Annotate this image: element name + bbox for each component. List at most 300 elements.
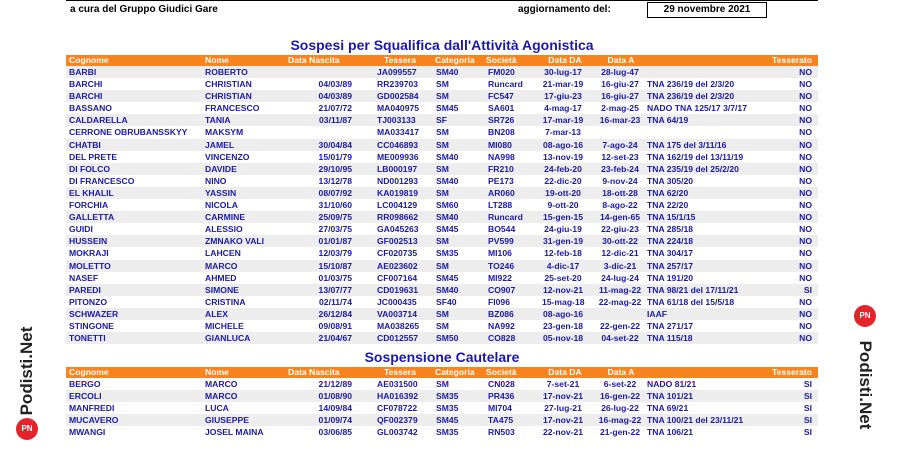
cell-tessera: GA045263 xyxy=(377,224,419,235)
table-row xyxy=(66,199,818,211)
cell-categoria: SM45 xyxy=(436,415,459,426)
cell-nome: GIUSEPPE xyxy=(205,415,249,426)
cell-nome: MICHELE xyxy=(205,320,244,331)
cell-data-da: 31-gen-19 xyxy=(542,236,584,247)
header-societa: Società xyxy=(486,55,517,65)
cell-societa: SR726 xyxy=(488,115,515,126)
cell-data-a: 16-giu-27 xyxy=(601,79,639,90)
cell-tessera: CF007164 xyxy=(377,272,418,283)
cell-note: TNA 257/17 xyxy=(647,260,694,271)
cell-tessera: AE023602 xyxy=(377,260,418,271)
cell-nome: VINCENZO xyxy=(205,151,250,162)
cell-nome: JAMEL xyxy=(205,139,235,150)
cell-data-da: 17-giu-23 xyxy=(544,91,582,102)
cell-nome: CRISTINA xyxy=(205,296,246,307)
cell-cognome: MOLETTO xyxy=(69,260,111,271)
cell-tesserato: NO xyxy=(799,308,812,319)
table-row xyxy=(66,175,818,187)
cell-tesserato: NO xyxy=(799,272,812,283)
cell-data-da: 15-mag-18 xyxy=(542,296,585,307)
cell-data-nascita: 12/03/79 xyxy=(318,248,352,259)
cell-nome: ALESSIO xyxy=(205,224,243,235)
cell-data-a: 16-gen-22 xyxy=(599,391,641,402)
cell-societa: FI096 xyxy=(488,296,510,307)
cell-categoria: SM40 xyxy=(436,67,459,77)
header-cognome: Cognome xyxy=(69,55,109,65)
cell-societa: BO544 xyxy=(488,224,516,235)
cell-tesserato: NO xyxy=(799,67,812,77)
cell-note: TNA 106/21 xyxy=(647,427,694,438)
cell-data-nascita: 21/07/72 xyxy=(318,103,352,114)
cell-data-nascita: 15/01/79 xyxy=(318,151,352,162)
header-data-a: Data A xyxy=(607,55,635,65)
cell-note: TNA 305/20 xyxy=(647,175,694,186)
cell-data-nascita: 13/07/77 xyxy=(318,284,352,295)
table-row xyxy=(66,402,818,414)
cell-cognome: HUSSEIN xyxy=(69,236,108,247)
table-row xyxy=(66,426,818,438)
cell-data-nascita: 03/11/87 xyxy=(319,115,352,126)
cell-note: TNA 62/20 xyxy=(647,187,689,198)
cell-tessera: RR098662 xyxy=(377,212,419,223)
cell-categoria: SM xyxy=(436,308,449,319)
cell-categoria: SM xyxy=(436,163,449,174)
cell-categoria: SM45 xyxy=(436,224,459,235)
cell-tessera: MA038265 xyxy=(377,320,420,331)
cell-tessera: CC046893 xyxy=(377,139,419,150)
cell-categoria: SM60 xyxy=(436,200,459,211)
cell-data-a: 24-lug-24 xyxy=(601,272,639,283)
cell-cognome: PITONZO xyxy=(69,296,108,307)
cell-tessera: GD002584 xyxy=(377,91,419,102)
cell-data-nascita: 08/07/92 xyxy=(318,187,352,198)
header-data-nascita: Data Nascita xyxy=(288,367,340,377)
section2-title: Sospensione Cautelare xyxy=(364,349,520,365)
table-row xyxy=(66,378,818,390)
cell-data-da: 30-lug-17 xyxy=(544,67,582,77)
cell-tesserato: NO xyxy=(799,79,812,90)
cell-nome: LUCA xyxy=(205,403,229,414)
cell-categoria: SM35 xyxy=(436,248,459,259)
cell-note: TNA 61/18 del 15/5/18 xyxy=(647,296,735,307)
cell-note: TNA 100/21 del 23/11/21 xyxy=(647,415,744,426)
cell-cognome: BARCHI xyxy=(69,79,103,90)
cell-tesserato: NO xyxy=(799,91,812,102)
header-tessera: Tessera xyxy=(384,55,416,65)
cell-note: TNA 236/19 del 2/3/20 xyxy=(647,91,735,102)
cell-nome: CARMINE xyxy=(205,212,246,223)
cell-tesserato: NO xyxy=(799,103,812,114)
cell-data-nascita: 04/03/89 xyxy=(318,91,352,102)
cell-tessera: VA003714 xyxy=(377,308,417,319)
cell-societa: NA998 xyxy=(488,151,515,162)
header-data-a: Data A xyxy=(607,367,635,377)
cell-categoria: SM40 xyxy=(436,151,459,162)
table-row xyxy=(66,332,818,344)
cell-societa: MI106 xyxy=(488,248,512,259)
table-row xyxy=(66,320,818,332)
cell-societa: NA992 xyxy=(488,320,515,331)
cell-categoria: SM xyxy=(436,127,449,138)
cell-nome: CHRISTIAN xyxy=(205,91,252,102)
cell-note: TNA 236/19 del 2/3/20 xyxy=(647,79,735,90)
cell-note: NADO 81/21 xyxy=(647,379,697,389)
table-row xyxy=(66,235,818,247)
cell-categoria: SF40 xyxy=(436,296,457,307)
header-nome: Nome xyxy=(205,367,229,377)
cell-cognome: MWANGI xyxy=(69,427,106,438)
cell-data-da: 17-nov-21 xyxy=(542,391,584,402)
cell-nome: GIANLUCA xyxy=(205,333,251,344)
cell-note: TNA 15/1/15 xyxy=(647,212,696,223)
cell-nome: DAVIDE xyxy=(205,163,237,174)
cell-data-da: 22-dic-20 xyxy=(544,175,582,186)
cell-societa: FR210 xyxy=(488,163,514,174)
cell-cognome: DI FOLCO xyxy=(69,163,111,174)
table-row xyxy=(66,78,818,90)
cell-cognome: ERCOLI xyxy=(69,391,102,402)
cell-cognome: TONETTI xyxy=(69,333,106,344)
cell-categoria: SM40 xyxy=(436,212,459,223)
cell-societa: TA475 xyxy=(488,415,514,426)
cell-data-a: 22-mag-22 xyxy=(598,296,642,307)
cell-data-nascita: 31/10/60 xyxy=(318,200,352,211)
cell-data-a: 2-mag-25 xyxy=(601,103,639,114)
cell-data-nascita: 04/03/89 xyxy=(318,79,352,90)
cell-data-nascita: 03/06/85 xyxy=(318,427,352,438)
cell-societa: BZ086 xyxy=(488,308,514,319)
cell-data-da: 12-feb-18 xyxy=(544,248,582,259)
cell-data-a: 16-giu-27 xyxy=(601,91,639,102)
cell-tessera: ME009936 xyxy=(377,151,419,162)
suspended-table xyxy=(66,55,818,344)
precautionary-table xyxy=(66,367,818,438)
cell-tessera: CD019631 xyxy=(377,284,419,295)
cell-tesserato: NO xyxy=(799,296,812,307)
cell-data-a: 14-gen-65 xyxy=(599,212,641,223)
table-row xyxy=(66,114,818,126)
cell-tessera: CD012557 xyxy=(377,333,419,344)
cell-tesserato: NO xyxy=(799,236,812,247)
cell-data-a: 18-ott-28 xyxy=(602,187,638,198)
cell-tessera: RR239703 xyxy=(377,79,419,90)
header-nome: Nome xyxy=(205,55,229,65)
cell-note: TNA 235/19 del 25/2/20 xyxy=(647,163,739,174)
cell-categoria: SM45 xyxy=(436,103,459,114)
cell-data-da: 21-mar-19 xyxy=(542,79,584,90)
cell-note: TNA 285/18 xyxy=(647,224,694,235)
cell-societa: TO246 xyxy=(488,260,515,271)
cell-categoria: SM xyxy=(436,79,449,90)
cell-cognome: GALLETTA xyxy=(69,212,115,223)
table-row xyxy=(66,139,818,151)
cell-tesserato: SI xyxy=(803,415,812,426)
cell-tessera: KA019819 xyxy=(377,187,419,198)
cell-data-nascita: 15/10/87 xyxy=(318,260,352,271)
cell-nome: TANIA xyxy=(205,115,231,126)
cell-note: NADO TNA 125/17 3/7/17 xyxy=(647,103,747,114)
cell-societa: LT288 xyxy=(488,200,513,211)
cell-note: TNA 304/17 xyxy=(647,248,694,259)
cell-tessera: MA033417 xyxy=(377,127,420,138)
cell-note: TNA 22/20 xyxy=(647,200,689,211)
cell-tessera: JA099557 xyxy=(377,67,417,77)
cell-societa: CO907 xyxy=(488,284,516,295)
cell-note: TNA 271/17 xyxy=(647,320,694,331)
cell-societa: MI080 xyxy=(488,139,512,150)
cell-tesserato: NO xyxy=(799,151,812,162)
cell-nome: JOSEL MAINA xyxy=(205,427,264,438)
header-tesserato: Tesserato xyxy=(772,367,812,377)
table-header-row xyxy=(66,367,818,378)
cell-tessera: JC000435 xyxy=(377,296,417,307)
cell-categoria: SM xyxy=(436,91,449,102)
cell-cognome: SCHWAZER xyxy=(69,308,119,319)
table-row xyxy=(66,247,818,259)
cell-data-a: 11-mag-22 xyxy=(598,284,642,295)
table-row xyxy=(66,187,818,199)
cell-nome: NICOLA xyxy=(205,200,238,211)
cell-data-a: 3-dic-21 xyxy=(603,260,637,271)
cell-tessera: CF020735 xyxy=(377,248,418,259)
cell-cognome: EL KHALIL xyxy=(69,187,114,198)
header-tesserato: Tesserato xyxy=(772,55,812,65)
cell-note: TNA 224/18 xyxy=(647,236,694,247)
cell-categoria: SM xyxy=(436,236,449,247)
cell-tesserato: NO xyxy=(799,248,812,259)
cell-note: TNA 98/21 del 17/11/21 xyxy=(647,284,739,295)
header-left-text: a cura del Gruppo Giudici Gare xyxy=(70,4,218,15)
cell-nome: MARCO xyxy=(205,379,238,389)
cell-data-nascita: 26/12/84 xyxy=(318,308,352,319)
cell-nome: FRANCESCO xyxy=(205,103,260,114)
cell-societa: RN503 xyxy=(488,427,515,438)
header-data-da: Data DA xyxy=(548,367,582,377)
logo-text: Podisti.Net xyxy=(856,340,875,430)
cell-cognome: BERGO xyxy=(69,379,101,389)
cell-data-da: 9-ott-20 xyxy=(547,200,579,211)
cell-categoria: SM xyxy=(436,260,449,271)
cell-categoria: SM xyxy=(436,379,449,389)
cell-nome: MAKSYM xyxy=(205,127,244,138)
cell-societa: PV599 xyxy=(488,236,514,247)
cell-note: TNA 191/20 xyxy=(647,272,694,283)
cell-tesserato: NO xyxy=(799,260,812,271)
cell-tesserato: NO xyxy=(799,139,812,150)
update-label: aggiornamento del: xyxy=(518,4,611,15)
cell-data-da: 17-mar-19 xyxy=(542,115,584,126)
cell-data-da: 7-mar-13 xyxy=(545,127,581,138)
cell-societa: AR060 xyxy=(488,187,515,198)
cell-societa: MI704 xyxy=(488,403,512,414)
cell-cognome: MOKRAJI xyxy=(69,248,109,259)
cell-tesserato: SI xyxy=(803,403,812,414)
cell-societa: CN028 xyxy=(488,379,515,389)
cell-cognome: DI FRANCESCO xyxy=(69,175,135,186)
cell-categoria: SM45 xyxy=(436,272,459,283)
cell-data-a: 7-ago-24 xyxy=(602,139,638,150)
table-header-row xyxy=(66,55,818,66)
cell-tesserato: NO xyxy=(799,212,812,223)
cell-cognome: MANFREDI xyxy=(69,403,115,414)
table-row xyxy=(66,151,818,163)
cell-cognome: DEL PRETE xyxy=(69,151,118,162)
cell-categoria: SM35 xyxy=(436,427,459,438)
cell-categoria: SM40 xyxy=(436,284,459,295)
cell-data-da: 12-nov-21 xyxy=(542,284,584,295)
cell-societa: Runcard xyxy=(488,79,523,90)
header-categoria: Categoria xyxy=(435,367,475,377)
header-cognome: Cognome xyxy=(69,367,109,377)
table-row xyxy=(66,284,818,296)
cell-nome: NINO xyxy=(205,175,227,186)
cell-categoria: SM xyxy=(436,187,449,198)
cell-tesserato: SI xyxy=(803,427,812,438)
cell-data-da: 4-mag-17 xyxy=(544,103,582,114)
cell-data-nascita: 30/04/84 xyxy=(318,139,352,150)
cell-data-da: 08-ago-16 xyxy=(542,139,584,150)
cell-data-nascita: 21/04/67 xyxy=(318,333,352,344)
cell-data-a: 16-mag-22 xyxy=(598,415,642,426)
cell-cognome: GUIDI xyxy=(69,224,93,235)
cell-data-da: 08-ago-16 xyxy=(542,308,584,319)
cell-data-a: 28-lug-47 xyxy=(601,67,639,77)
pn-badge-icon: PN xyxy=(854,305,876,327)
cell-data-a: 16-mar-23 xyxy=(599,115,641,126)
table-row xyxy=(66,211,818,223)
cell-tessera: GF002513 xyxy=(377,236,418,247)
cell-data-da: 7-set-21 xyxy=(546,379,580,389)
cell-data-nascita: 01/08/90 xyxy=(318,391,352,402)
cell-data-nascita: 01/01/87 xyxy=(318,236,352,247)
table-row xyxy=(66,414,818,426)
cell-categoria: SF xyxy=(436,115,447,126)
cell-data-nascita: 21/12/89 xyxy=(318,379,352,389)
cell-data-nascita: 25/09/75 xyxy=(318,212,352,223)
podisti-logo-left xyxy=(14,0,40,450)
cell-cognome: BARBI xyxy=(69,67,97,77)
cell-note: TNA 101/21 xyxy=(647,391,694,402)
cell-tessera: LB000197 xyxy=(377,163,418,174)
cell-tessera: AE031500 xyxy=(377,379,418,389)
cell-note: TNA 162/19 del 13/11/19 xyxy=(647,151,744,162)
cell-categoria: SM35 xyxy=(436,391,459,402)
cell-societa: SA601 xyxy=(488,103,515,114)
cell-data-da: 05-nov-18 xyxy=(542,333,584,344)
cell-societa: FM020 xyxy=(488,67,515,77)
cell-tesserato: NO xyxy=(799,115,812,126)
cell-data-da: 4-dic-17 xyxy=(546,260,580,271)
cell-societa: MI922 xyxy=(488,272,512,283)
cell-data-a: 12-set-23 xyxy=(601,151,639,162)
cell-cognome: STINGONE xyxy=(69,320,114,331)
cell-tesserato: NO xyxy=(799,175,812,186)
cell-data-da: 19-ott-20 xyxy=(545,187,581,198)
cell-categoria: SM xyxy=(436,320,449,331)
cell-categoria: SM xyxy=(436,139,449,150)
cell-data-da: 22-nov-21 xyxy=(542,427,584,438)
cell-tesserato: NO xyxy=(799,224,812,235)
update-date: 29 novembre 2021 xyxy=(647,2,767,18)
cell-nome: AHMED xyxy=(205,272,237,283)
cell-societa: FC547 xyxy=(488,91,514,102)
cell-cognome: CERRONE OBRUBANSSKYY xyxy=(69,127,188,138)
podisti-logo-right xyxy=(852,0,878,450)
cell-societa: Runcard xyxy=(488,212,523,223)
cell-data-nascita: 02/11/74 xyxy=(319,296,352,307)
cell-tesserato: NO xyxy=(799,333,812,344)
cell-cognome: CALDARELLA xyxy=(69,115,128,126)
cell-note: TNA 115/18 xyxy=(647,333,693,344)
cell-nome: LAHCEN xyxy=(205,248,241,259)
cell-data-da: 27-lug-21 xyxy=(544,403,582,414)
logo-text: Podisti.Net xyxy=(17,326,36,416)
cell-data-nascita: 09/08/91 xyxy=(318,320,352,331)
cell-note: TNA 64/19 xyxy=(647,115,689,126)
cell-data-a: 9-nov-24 xyxy=(602,175,638,186)
cell-tesserato: NO xyxy=(799,320,812,331)
cell-societa: PR436 xyxy=(488,391,515,402)
header-categoria: Categoria xyxy=(435,55,475,65)
cell-data-a: 26-lug-22 xyxy=(601,403,639,414)
cell-nome: CHRISTIAN xyxy=(205,79,252,90)
header-societa: Società xyxy=(486,367,517,377)
table-row xyxy=(66,163,818,175)
cell-cognome: MUCAVERO xyxy=(69,415,119,426)
cell-categoria: SM50 xyxy=(436,333,459,344)
cell-nome: YASSIN xyxy=(205,187,237,198)
header-data-da: Data DA xyxy=(548,55,582,65)
cell-data-a: 22-gen-22 xyxy=(599,320,641,331)
table-row xyxy=(66,296,818,308)
cell-cognome: FORCHIA xyxy=(69,200,109,211)
cell-societa: BN208 xyxy=(488,127,515,138)
cell-nome: MARCO xyxy=(205,391,238,402)
cell-societa: PE173 xyxy=(488,175,514,186)
cell-categoria: SM40 xyxy=(436,175,459,186)
cell-data-nascita: 29/10/95 xyxy=(318,163,352,174)
cell-data-da: 25-set-20 xyxy=(544,272,582,283)
cell-data-nascita: 14/09/84 xyxy=(318,403,352,414)
cell-categoria: SM35 xyxy=(436,403,459,414)
cell-tesserato: NO xyxy=(799,200,812,211)
table-row xyxy=(66,102,818,114)
cell-data-a: 23-feb-24 xyxy=(601,163,639,174)
table-row xyxy=(66,272,818,284)
cell-cognome: NASEF xyxy=(69,272,99,283)
cell-tessera: QF002379 xyxy=(377,415,418,426)
cell-tessera: HA016392 xyxy=(377,391,419,402)
cell-tessera: CF078722 xyxy=(377,403,418,414)
cell-data-a: 22-giu-23 xyxy=(601,224,639,235)
pn-badge-icon: PN xyxy=(16,418,38,440)
cell-data-a: 04-set-22 xyxy=(601,333,639,344)
section1-title: Sospesi per Squalifica dall'Attività Agonistica xyxy=(290,37,594,53)
header-tessera: Tessera xyxy=(384,367,416,377)
cell-data-a: 30-ott-22 xyxy=(602,236,638,247)
cell-tesserato: SI xyxy=(803,284,812,295)
cell-nome: SIMONE xyxy=(205,284,239,295)
cell-nome: ZMNAKO VALI xyxy=(205,236,265,247)
cell-note: TNA 175 del 3/11/16 xyxy=(647,139,727,150)
cell-data-a: 21-gen-22 xyxy=(599,427,641,438)
table-row xyxy=(66,223,818,235)
cell-data-a: 8-ago-22 xyxy=(602,200,638,211)
cell-tesserato: NO xyxy=(799,187,812,198)
cell-data-da: 17-nov-21 xyxy=(542,415,584,426)
table-row xyxy=(66,390,818,402)
cell-tessera: LC004129 xyxy=(377,200,418,211)
